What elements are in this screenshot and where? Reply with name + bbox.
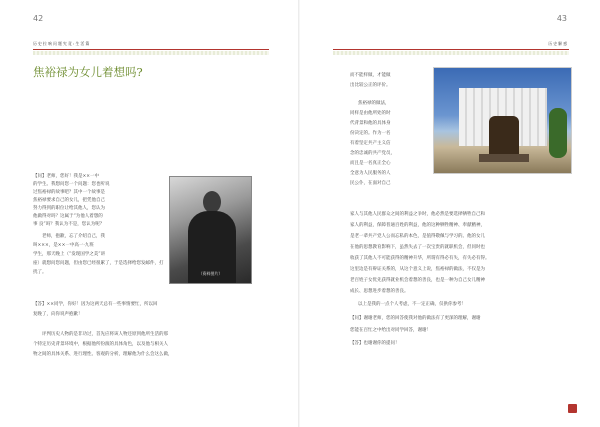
right-running-head: 历 史 解 惑 — [548, 41, 567, 46]
full-line: 老百姓子女优先获得就业机会着想的善良，也是一种为自己女儿精神 — [350, 278, 485, 283]
para-line: 【问】老师，您好！我是××一中 — [33, 174, 100, 179]
memorial-photo — [433, 67, 572, 174]
left-header-rule — [33, 49, 269, 50]
right-page — [300, 0, 600, 427]
article-title: 焦裕禄为女儿着想吗? — [33, 65, 143, 79]
col-line: 全意为人民服务的人 — [350, 171, 391, 176]
full-line: 成长、思想进步着想的善良。 — [350, 289, 409, 294]
full-line: 家人的利益，保障普通百姓的利益，他的这种牺牲精神、奉献精神， — [350, 223, 485, 228]
col-line: 份决定的。作为一名 — [350, 131, 391, 136]
para-line: 个特定历史背景环境中，根据他所扮演的具体角色，以及他与相关人 — [33, 342, 168, 347]
full-line: 是老一辈共产党人公而忘私的本色，是值得敬佩与学习的。他的女儿 — [350, 234, 485, 239]
col-line: 民公仆，在面对自己 — [350, 181, 391, 186]
para-line: 座）就想问您问题，但由您已经很累了，于是选择给您发邮件，打 — [33, 261, 164, 266]
para-line: 他做得对吗？这属于“为他人着想的 — [33, 214, 103, 219]
photo-figure-head — [203, 191, 221, 213]
para-line: 过焦裕禄的故事吧？其中一个故事是 — [33, 190, 105, 195]
full-line: 收获了其他人不可能获得的精神升华，所谓有得必有失，有失必有得。 — [350, 256, 490, 261]
col-line: 念的忠诚的共产党员， — [350, 151, 395, 156]
para-line: 老师，抱歉，忘了介绍自己，我 — [42, 234, 105, 239]
para-line: 叫×××，是××一中高一·九班 — [33, 243, 94, 248]
photo-statue — [489, 116, 519, 158]
photo-caption: （资料图片） — [198, 271, 223, 276]
para-line: 努力得到的职位让给其他人，您认为 — [33, 206, 105, 211]
full-line: 您能在百忙之中给出对同学回答，谢谢！ — [350, 328, 431, 333]
photo-statue-base — [479, 154, 529, 162]
photo-tree — [549, 108, 567, 158]
full-line: 【问】谢谢老师，您的回答使我对他的做法有了更深的理解，谢谢 — [350, 316, 481, 321]
col-line: 有着坚定共产主义信 — [350, 141, 391, 146]
col-line: 而且是一名真正全心 — [350, 161, 391, 166]
col-line: 代背景和他的具体身 — [350, 121, 391, 126]
full-line: 【答】也谢谢你的提问！ — [350, 341, 400, 346]
para-line: 焦裕禄要求自己的女儿，把凭他自己 — [33, 198, 105, 203]
right-header-band — [333, 51, 569, 55]
para-line: 物之间的具体关系、进行理性、客观的分析，理解他为什么会这么做， — [33, 352, 173, 357]
para-line: 扰了。 — [33, 270, 47, 275]
col-line: 同样是由他所处的时 — [350, 111, 391, 116]
left-header-band — [33, 51, 269, 55]
para-line: 评判历史人物的是非功过，首先应将该人物还原到他所生活的那 — [42, 332, 168, 337]
full-line: 这里边是有辩证关系的，从这个意义上说，焦裕禄的做法，不仅是为 — [350, 267, 485, 272]
para-line: 事 良”吗？我认为不是，您认为呢？ — [33, 222, 105, 227]
full-line: 在他的思想教育影响下，虽然失去了一次宝贵的就职机会，但同时也 — [350, 245, 485, 250]
historical-photo — [169, 176, 252, 284]
right-page-number: 43 — [556, 14, 567, 23]
col-line: 出比较公正的评价。 — [350, 83, 391, 88]
para-line: 复晚了，向你说声抱歉！ — [33, 312, 83, 317]
para-line: 【答】××同学，你好！因为这两天总有一些事情要忙，所以回 — [33, 302, 158, 307]
full-line: 家人与其他人民群众之间的利益之争时，他必然是要选择牺牲自己和 — [350, 212, 485, 217]
para-line: 的学生。我想问您一个问题：您也听说 — [33, 182, 110, 187]
col-line: 焦裕禄的做法， — [358, 101, 390, 106]
left-page-number: 42 — [33, 14, 44, 23]
full-line: 以上是我的一点个人考虑，不一定正确，仅供你参考！ — [358, 302, 466, 307]
right-header-rule — [333, 49, 569, 50]
red-seal-icon — [568, 404, 577, 413]
para-line: 学生，那天晚上（“发现国学之美”讲 — [33, 252, 106, 257]
col-line: 而不能样做，才能做 — [350, 73, 391, 78]
left-running-head: 历 史 拉 响 问 题 究 竟 : 生 活 篇 — [33, 41, 90, 46]
